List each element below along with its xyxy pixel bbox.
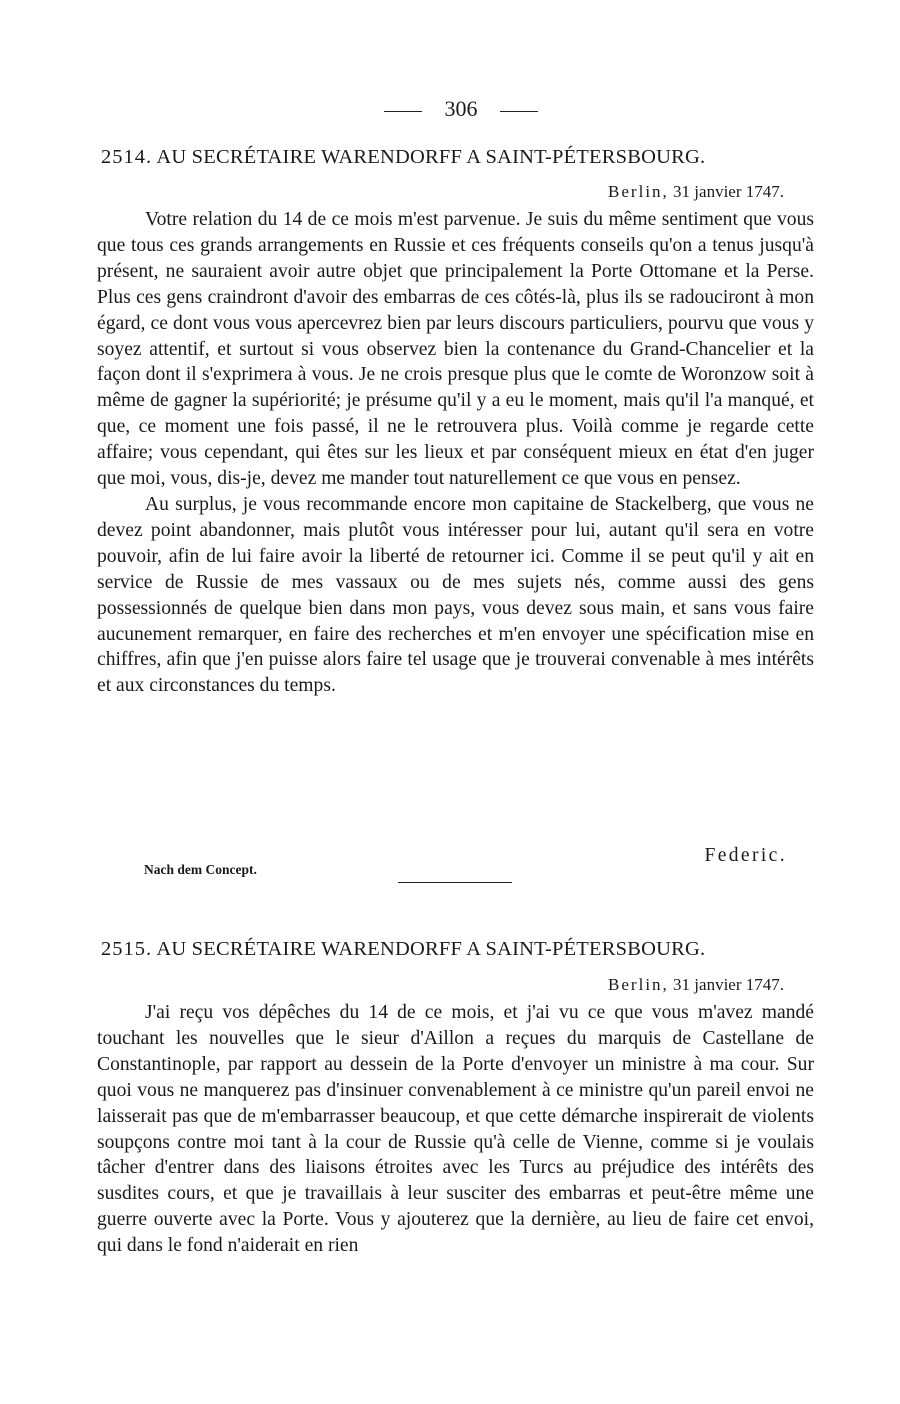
letter-body — [97, 1000, 814, 1259]
letter-place: Berlin, — [608, 182, 669, 201]
letter-heading — [101, 146, 705, 169]
letter-paragraph: Votre relation du 14 de ce mois m'est parvenue. Je suis du même sentiment que vous que tous ces grands arrangements en Russie et ces fréquents conseils qu'on a tenus jusqu'à présent, ne sauraient avoir autre objet que principalement la Porte Ottomane et la Perse. Plus ces gens craindront d'avoir des embarras de ces côtés-là, plus ils se radouciront à mon égard, ce dont vous vous apercevrez bien par leurs discours particuliers, pourvu que vous y soyez attentif, et surtout si vous observez bien la contenance du Grand-Chancelier et la façon dont il s'exprimera à vous. Je ne crois presque plus que le comte de Woronzow soit à même de gagner la supériorité; je présume qu'il y a eu le moment, mais qu'il l'a manqué, et que, ce moment une fois passé, il ne le retrouvera plus. Voilà comme je regarde cette affaire; vous cependant, qui êtes sur les lieux et par conséquent mieux en état d'en juger que moi, vous, dis-je, devez me mander tout naturellement ce que vous en pensez. — [97, 209, 814, 490]
letter-date: 31 janvier 1747. — [673, 182, 784, 201]
letter-signature: Federic. — [704, 845, 787, 866]
letter-paragraph: J'ai reçu vos dépêches du 14 de ce mois, et j'ai vu ce que vous m'avez mandé touchant les nouvelles que le sieur d'Aillon a reçues du marquis de Castellane de Constantinople, par rapport au dessein de la Porte d'envoyer un ministre à ma cour. Sur quoi vous ne manquerez pas d'insinuer convenablement à ce ministre qu'un pareil envoi ne laisserait pas que de m'embarrasser beaucoup, et que cette démarche inspirerait de violents soupçons contre moi tant à la cour de Russie qu'à celle de Vienne, comme si je voulais tâcher d'entrer dans des liaisons étroites avec les Turcs au préjudice des intérêts des susdites cours, et que je travaillais à leur susciter des embarras et peut-être même une guerre ouverte avec la Porte. Vous y ajouterez que la dernière, au lieu de faire cet envoi, qui dans le fond n'aiderait en rien — [97, 1002, 814, 1257]
page-header — [0, 96, 900, 126]
letter-title: AU SECRÉTAIRE WARENDORFF A SAINT-PÉTERSBOURG. — [156, 938, 706, 960]
letter-place: Berlin, — [608, 975, 669, 994]
section-divider — [398, 882, 512, 883]
page-number: 306 — [444, 96, 478, 121]
letter-date: 31 janvier 1747. — [673, 975, 784, 994]
letter-heading — [101, 938, 705, 961]
letter-dateline — [608, 182, 784, 202]
header-dash-left — [384, 111, 422, 112]
source-note: Nach dem Concept. — [144, 862, 257, 877]
letter-number: 2515. — [101, 938, 153, 960]
letter-number: 2514. — [101, 146, 153, 168]
letter-title: AU SECRÉTAIRE WARENDORFF A SAINT-PÉTERSBOURG. — [156, 146, 706, 168]
letter-body — [97, 207, 814, 699]
header-dash-right — [500, 111, 538, 112]
letter-paragraph: Au surplus, je vous recommande encore mon capitaine de Stackelberg, que vous ne devez point abandonner, mais plutôt vous intéresser pour lui, autant qu'il sera en votre pouvoir, afin de lui faire avoir la liberté de retourner ici. Comme il se peut qu'il y ait en service de Russie de mes vassaux ou de mes sujets nés, comme aussi des gens possessionnés de quelque bien dans mon pays, vous devez sous main, et sans vous faire aucunement remarquer, en faire des recherches et m'en envoyer une spécification mise en chiffres, afin que j'en puisse alors faire tel usage que je trouverai convenable à mes intérêts et aux circonstances du temps. — [97, 493, 814, 697]
letter-dateline — [608, 975, 784, 995]
